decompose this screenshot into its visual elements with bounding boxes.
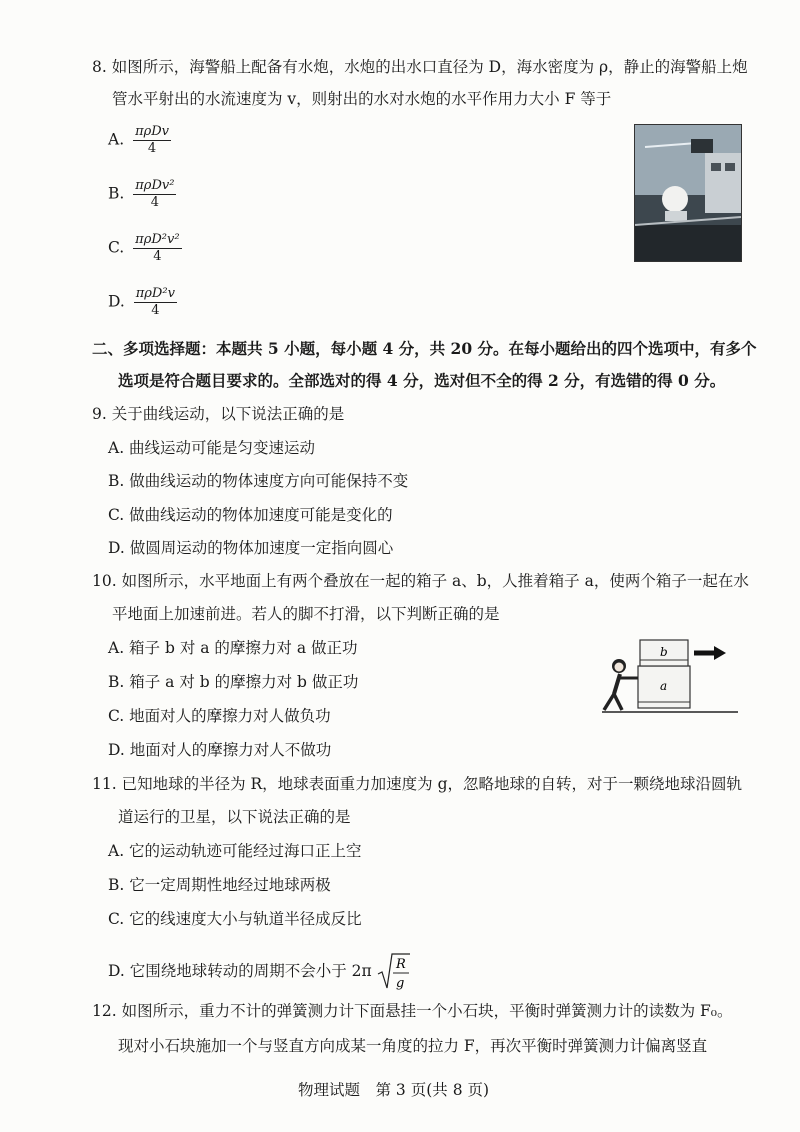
q12-stem-line2: 现对小石块施加一个与竖直方向成某一角度的拉力 F，再次平衡时弹簧测力计偏离竖直	[118, 1037, 708, 1055]
arrow-right-icon	[694, 646, 726, 660]
box-a-label: a	[660, 679, 668, 693]
q9-option-b: B. 做曲线运动的物体速度方向可能保持不变	[108, 472, 409, 490]
q11-option-b: B. 它一定周期性地经过地球两极	[108, 876, 331, 894]
q8-stem-line1: 8. 如图所示，海警船上配备有水炮，水炮的出水口直径为 D，海水密度为 ρ，静止的海警船上炮	[92, 58, 748, 76]
q8-option-d: D. $\frac{\text{πρD²v}}{4}$	[108, 286, 175, 318]
water-cannon-ship-photo	[634, 124, 742, 262]
page-footer: 物理试题 第 3 页(共 8 页)	[298, 1081, 490, 1099]
q10-option-c: C. 地面对人的摩擦力对人做负功	[108, 707, 331, 725]
q10-stem-line1: 10. 如图所示，水平地面上有两个叠放在一起的箱子 a、b，人推着箱子 a，使两个箱子一起在水	[92, 572, 749, 590]
q12-stem-line1: 12. 如图所示，重力不计的弹簧测力计下面悬挂一个小石块，平衡时弹簧测力计的读数为 F₀。	[92, 1002, 733, 1020]
q11-option-a: A. 它的运动轨迹可能经过海口正上空	[108, 842, 362, 860]
q11-option-c: C. 它的线速度大小与轨道半径成反比	[108, 910, 362, 928]
sqrt-r-over-g	[377, 952, 411, 992]
q8-option-d-fraction: $\frac{\text{πρD²v}}{4}$	[135, 286, 175, 318]
q10-stem-line2: 平地面上加速前进。若人的脚不打滑，以下判断正确的是	[112, 605, 500, 623]
section2-header-line2: 选项是符合题目要求的。全部选对的得 4 分，选对但不全的得 2 分，有选错的得 0 分。	[118, 371, 726, 390]
q9-option-c: C. 做曲线运动的物体加速度可能是变化的	[108, 506, 393, 524]
svg-text:R: R	[395, 957, 406, 972]
box-b-label: b	[660, 645, 668, 659]
q11-option-d: D. 它围绕地球转动的周期不会小于 2π R g	[108, 952, 411, 992]
q8-stem-line2: 管水平射出的水流速度为 v，则射出的水对水炮的水平作用力大小 F 等于	[112, 90, 612, 108]
q8-option-a-fraction: $\frac{\text{πρDv}}{4}$	[135, 124, 170, 156]
q8-option-c: C. $\frac{\text{πρD²v²}}{4}$	[108, 232, 180, 264]
q8-option-b-fraction: $\frac{\text{πρDv²}}{4}$	[135, 178, 175, 210]
stacked-boxes-diagram	[598, 632, 742, 724]
section2-header-line1: 二、多项选择题：本题共 5 小题，每小题 4 分，共 20 分。在每小题给出的四个选项中，有多个	[92, 339, 757, 358]
svg-text:g: g	[395, 976, 404, 991]
q8-option-c-fraction: $\frac{\text{πρD²v²}}{4}$	[135, 232, 180, 264]
q9-stem: 9. 关于曲线运动，以下说法正确的是	[92, 405, 345, 423]
q11-stem-line2: 道运行的卫星，以下说法正确的是	[118, 808, 351, 826]
q10-option-a: A. 箱子 b 对 a 的摩擦力对 a 做正功	[108, 639, 358, 657]
q10-option-d: D. 地面对人的摩擦力对人不做功	[108, 741, 332, 759]
person-pushing-icon	[604, 659, 638, 710]
q9-option-d: D. 做圆周运动的物体加速度一定指向圆心	[108, 539, 394, 557]
q9-option-a: A. 曲线运动可能是匀变速运动	[108, 439, 316, 457]
q11-stem-line1: 11. 已知地球的半径为 R，地球表面重力加速度为 g，忽略地球的自转，对于一颗绕地球沿圆轨	[92, 775, 743, 793]
ship-illustration	[635, 125, 741, 261]
q10-option-b: B. 箱子 a 对 b 的摩擦力对 b 做正功	[108, 673, 359, 691]
q8-option-b: B. $\frac{\text{πρDv²}}{4}$	[108, 178, 175, 210]
q8-option-a: A. $\frac{\text{πρDv}}{4}$	[108, 124, 170, 156]
